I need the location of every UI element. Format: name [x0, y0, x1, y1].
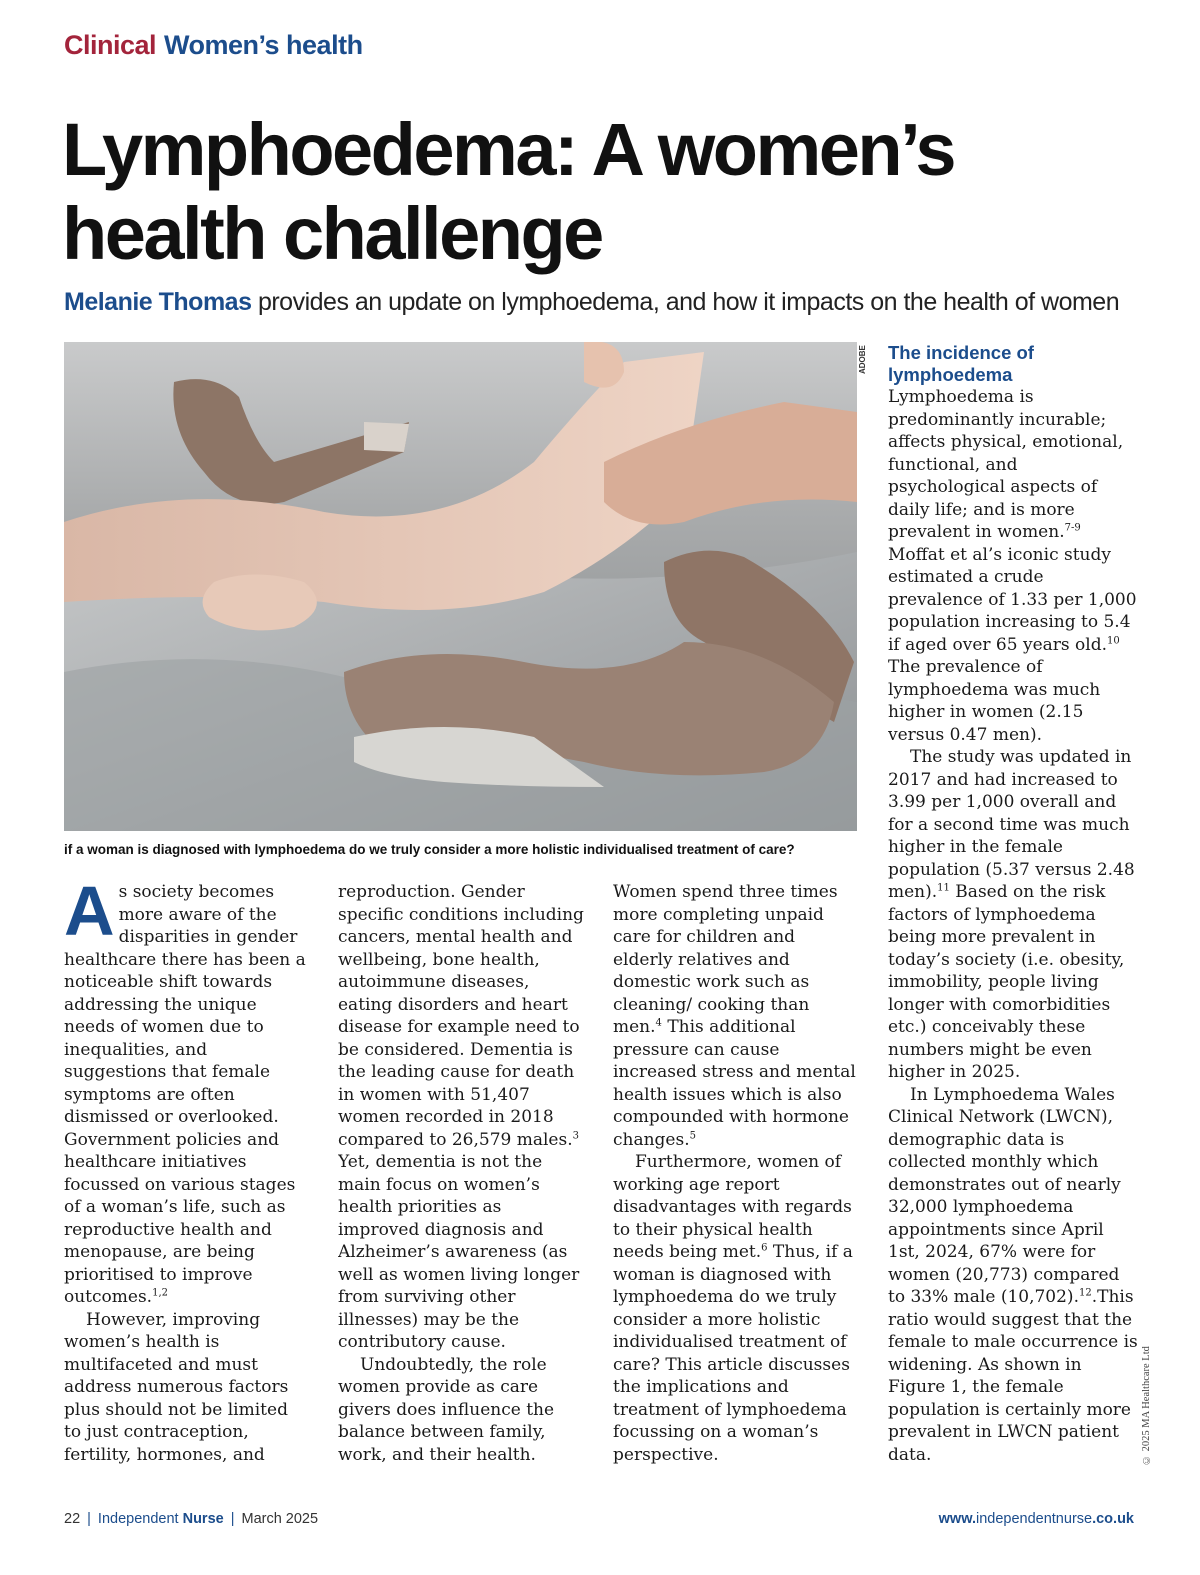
- article-photo: [64, 342, 857, 831]
- photo-credit: ADOBE: [858, 345, 867, 374]
- body-paragraph: Furthermore, women of working age report disadvantages with regards to their physical health needs being met.$^6$ Thus, if a woman is diagnosed with lymphoedema do we truly consider a more holistic individualised treatment of care? This article discusses the implications and treatment of lymphoedema focussing on a woman’s perspective.: [613, 1152, 853, 1465]
- body-column-1: [64, 881, 310, 1482]
- reference-marker: 12: [1078, 1287, 1092, 1299]
- footer-separator: |: [87, 1511, 91, 1527]
- body-paragraph: reproduction. Gender specific conditions including cancers, mental health and wellbeing, bone health, autoimmune diseases, eating disorders and heart disease for example need to be considered. Dementia is the leading cause for death in women with 51,407 women recorded in 2018 compared to 26,579 males.$^3$ Yet, dementia is not the main focus on women’s health priorities as improved diagnosis and Alzheimer’s awareness (as well as women living longer from surviving other illnesses) may be the contributory cause.: [338, 882, 584, 1352]
- body-paragraph: The study was updated in 2017 and had increased to 3.99 per 1,000 overall and for a second time was much higher in the female population (5.37 versus 2.48 men).$^{11}$ Based on the risk factors of lymphoedema being more prevalent in today’s society (i.e. obesity, immobility, people living longer with comorbidities etc.) conceivably these numbers might be even higher in 2025.: [888, 747, 1135, 1082]
- reference-marker: 11: [937, 882, 950, 894]
- website-link[interactable]: www.independentnurse.co.uk: [938, 1511, 1134, 1527]
- drop-cap: A: [64, 881, 115, 950]
- reference-marker: 6: [761, 1242, 768, 1254]
- section-category: Clinical: [64, 30, 157, 60]
- standfirst-text: provides an update on lymphoedema, and how it impacts on the health of women: [251, 288, 1120, 316]
- body-paragraph: Women spend three times more completing unpaid care for children and elderly relatives and domestic work such as cleaning/ cooking than men.$^4$ This additional pressure can cause increased stress and mental health issues which is also compounded with hormone changes.$^5$: [613, 882, 856, 1150]
- photo-illustration: [64, 342, 857, 831]
- issue-date: March 2025: [241, 1511, 319, 1527]
- copyright-notice: © 2025 MA Healthcare Ltd: [1141, 1346, 1152, 1465]
- reference-marker: 7-9: [1064, 522, 1081, 534]
- subheading: The incidence of lymphoedema: [888, 342, 1034, 385]
- body-column-3: [613, 881, 859, 1482]
- section-subcategory: Women’s health: [164, 30, 363, 60]
- reference-marker: 5: [689, 1129, 696, 1141]
- publication-name: Independent Nurse: [97, 1511, 224, 1527]
- standfirst: [64, 286, 1144, 318]
- body-paragraph: As society becomes more aware of the disparities in gender healthcare there has been a noticeable shift towards addressing the unique needs of women due to inequalities, and suggestions that female symptoms are often dismissed or overlooked. Government policies and healthcare initiatives focussed on various stages of a woman’s life, such as reproductive health and menopause, are being prioritised to improve outcomes.$^{1,2}$: [64, 881, 306, 1307]
- page-number: 22: [64, 1511, 81, 1527]
- reference-marker: 10: [1106, 634, 1120, 646]
- reference-marker: 1,2: [152, 1287, 168, 1299]
- body-column-2: [338, 881, 584, 1482]
- body-paragraph: However, improving women’s health is multifaceted and must address numerous factors plus should not be limited to just contraception, fertility, hormones, and: [64, 1309, 289, 1465]
- body-column-4: [888, 342, 1138, 1482]
- article-headline: Lymphoedema: A women’s health challenge: [62, 108, 955, 275]
- body-paragraph: In Lymphoedema Wales Clinical Network (LWCN), demographic data is collected monthly which demonstrates out of nearly 32,000 lymphoedema appointments since April 1st, 2024, 67% were for women (20,773) compared to 33% male (10,702).$^{12}$.This ratio would suggest that the female to male occurrence is widening. As shown in Figure 1, the female population is certainly more prevalent in LWCN patient data.: [888, 1084, 1138, 1465]
- page-footer: [64, 1511, 1134, 1527]
- photo-caption: if a woman is diagnosed with lymphoedema do we truly consider a more holistic individualised treatment of care?: [64, 842, 795, 857]
- reference-marker: 3: [572, 1129, 579, 1141]
- footer-separator: |: [230, 1511, 235, 1527]
- body-paragraph: Undoubtedly, the role women provide as care givers does influence the balance between family, work, and their health.: [338, 1354, 555, 1465]
- body-paragraph: Lymphoedema is predominantly incurable; affects physical, emotional, functional, and psychological aspects of daily life; and is more prevalent in women.$^{7-9}$ Moffat et al’s iconic study estimated a crude prevalence of 1.33 per 1,000 population increasing to 5.4 if aged over 65 years old.$^{10}$ The prevalence of lymphoedema was much higher in women (2.15 versus 0.47 men).: [888, 387, 1137, 745]
- section-tag: [64, 30, 363, 61]
- reference-marker: 4: [655, 1017, 662, 1029]
- author-name: Melanie Thomas: [64, 288, 252, 316]
